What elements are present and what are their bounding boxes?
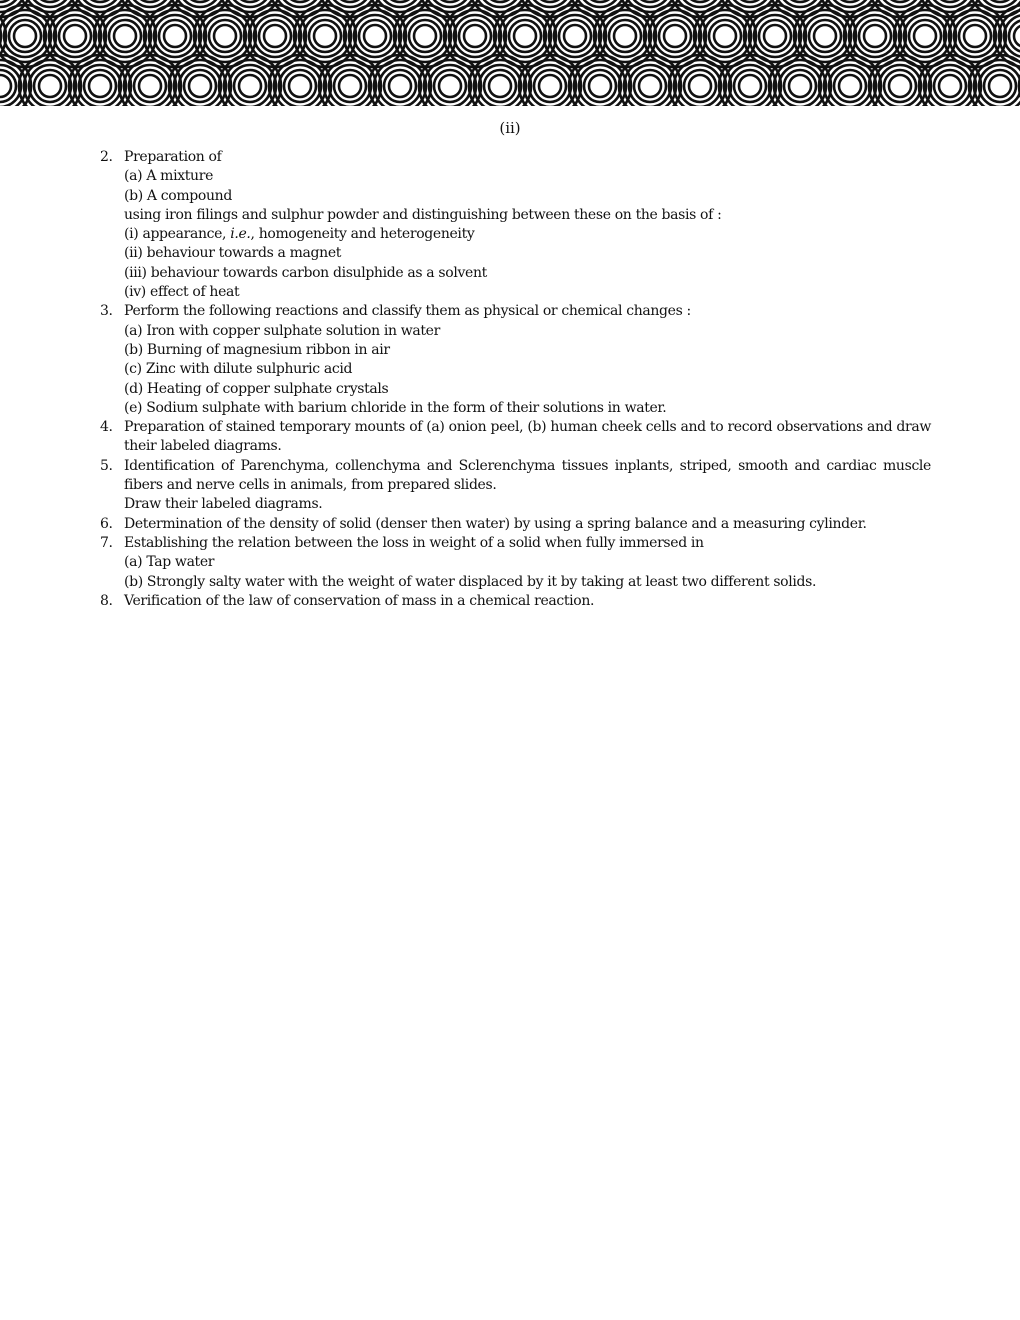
pattern-ring bbox=[0, 75, 11, 97]
sub-item: (a) Iron with copper sulphate solution in water bbox=[124, 322, 440, 339]
item-note: using iron filings and sulphur powder and distinguishing between these on the basis of : bbox=[124, 206, 722, 223]
pattern-ring bbox=[164, 25, 186, 47]
item-text: Determination of the density of solid (denser then water) by using a spring balance and a measuring cylinder. bbox=[124, 515, 867, 532]
pattern-ring bbox=[784, 0, 816, 2]
list-item-2 bbox=[98, 148, 931, 302]
item-title: Perform the following reactions and classify them as physical or chemical changes : bbox=[124, 303, 691, 320]
sub-item: (b) A compound bbox=[124, 187, 232, 204]
pattern-ring bbox=[434, 0, 466, 2]
sub-item: (b) Burning of magnesium ribbon in air bbox=[124, 341, 390, 358]
pattern-ring bbox=[64, 25, 86, 47]
list-item-4 bbox=[98, 418, 931, 457]
pattern-ring bbox=[539, 75, 561, 97]
page-number: (ii) bbox=[499, 119, 521, 137]
pattern-ring bbox=[789, 75, 811, 97]
item-number: 5. bbox=[100, 457, 113, 474]
item-number: 2. bbox=[100, 149, 113, 165]
pattern-ring bbox=[114, 25, 136, 47]
pattern-ring bbox=[514, 25, 536, 47]
list-item-8 bbox=[98, 592, 931, 611]
pattern-ring bbox=[584, 0, 616, 2]
pattern-ring bbox=[534, 0, 566, 2]
item-title: Establishing the relation between the loss in weight of a solid when fully immersed in bbox=[124, 534, 704, 551]
pattern-ring bbox=[484, 0, 516, 2]
pattern-ring bbox=[464, 25, 486, 47]
pattern-ring bbox=[884, 0, 916, 2]
pattern-ring bbox=[264, 25, 286, 47]
list-item-6 bbox=[98, 515, 931, 534]
item-text: Preparation of stained temporary mounts of (a) onion peel, (b) human cheek cells and to record observations and draw their labeled diagrams. bbox=[124, 419, 931, 455]
pattern-ring bbox=[889, 75, 911, 97]
pattern-ring bbox=[184, 0, 216, 2]
pattern-ring bbox=[614, 25, 636, 47]
pattern-ring bbox=[984, 0, 1016, 2]
item-number: 8. bbox=[100, 592, 113, 609]
sub-item: (e) Sodium sulphate with barium chloride in the form of their solutions in water. bbox=[124, 399, 667, 416]
pattern-ring bbox=[39, 75, 61, 97]
pattern-ring bbox=[139, 75, 161, 97]
pattern-ring bbox=[689, 75, 711, 97]
pattern-ring bbox=[489, 75, 511, 97]
item-text: Verification of the law of conservation of mass in a chemical reaction. bbox=[124, 592, 595, 609]
item-extra: Draw their labeled diagrams. bbox=[124, 496, 323, 513]
pattern-ring bbox=[384, 0, 416, 2]
pattern-ring bbox=[564, 25, 586, 47]
pattern-ring bbox=[339, 75, 361, 97]
pattern-ring bbox=[134, 0, 166, 2]
pattern-ring bbox=[284, 0, 316, 2]
list-item-7 bbox=[98, 534, 931, 592]
pattern-ring bbox=[664, 25, 686, 47]
item-title: Preparation of bbox=[124, 149, 222, 165]
criterion: (iii) behaviour towards carbon disulphide as a solvent bbox=[124, 264, 487, 281]
pattern-ring bbox=[364, 25, 386, 47]
pattern-ring bbox=[214, 25, 236, 47]
pattern-ring bbox=[989, 75, 1011, 97]
interlocking-circles-pattern bbox=[0, 0, 1020, 106]
pattern-ring bbox=[934, 0, 966, 2]
criterion: (iv) effect of heat bbox=[124, 284, 240, 301]
criterion: (ii) behaviour towards a magnet bbox=[124, 245, 342, 262]
sub-item: (a) A mixture bbox=[124, 168, 213, 185]
item-number: 6. bbox=[100, 515, 113, 532]
pattern-ring bbox=[439, 75, 461, 97]
sub-item: (a) Tap water bbox=[124, 554, 215, 571]
pattern-ring bbox=[914, 25, 936, 47]
pattern-ring bbox=[734, 0, 766, 2]
pattern-ring bbox=[589, 75, 611, 97]
pattern-ring bbox=[334, 0, 366, 2]
pattern-ring bbox=[84, 0, 116, 2]
pattern-ring bbox=[639, 75, 661, 97]
pattern-ring bbox=[389, 75, 411, 97]
decorative-banner bbox=[0, 0, 1020, 106]
pattern-ring bbox=[34, 0, 66, 2]
pattern-ring bbox=[314, 25, 336, 47]
item-number: 4. bbox=[100, 419, 113, 436]
item-number: 3. bbox=[100, 303, 113, 320]
pattern-ring bbox=[764, 25, 786, 47]
pattern-ring bbox=[414, 25, 436, 47]
pattern-ring bbox=[814, 25, 836, 47]
pattern-ring bbox=[864, 25, 886, 47]
list-item-5 bbox=[98, 457, 931, 515]
pattern-ring bbox=[714, 25, 736, 47]
practical-list bbox=[98, 148, 931, 611]
pattern-ring bbox=[14, 25, 36, 47]
sub-item: (b) Strongly salty water with the weight of water displaced by it by taking at least two different solids. bbox=[124, 573, 817, 590]
pattern-ring bbox=[1014, 25, 1020, 47]
pattern-ring bbox=[739, 75, 761, 97]
pattern-ring bbox=[189, 75, 211, 97]
pattern-ring bbox=[634, 0, 666, 2]
pattern-ring bbox=[939, 75, 961, 97]
pattern-ring bbox=[684, 0, 716, 2]
sub-item: (c) Zinc with dilute sulphuric acid bbox=[124, 361, 353, 378]
pattern-ring bbox=[964, 25, 986, 47]
pattern-ring bbox=[289, 75, 311, 97]
pattern-ring bbox=[234, 0, 266, 2]
pattern-ring bbox=[89, 75, 111, 97]
item-number: 7. bbox=[100, 534, 113, 551]
item-text: Identification of Parenchyma, collenchyma and Sclerenchyma tissues inplants, striped, smooth and cardiac muscle fibers and nerve cells in animals, from prepared slides. bbox=[124, 457, 931, 494]
pattern-ring bbox=[839, 75, 861, 97]
criterion: (i) appearance, i.e., homogeneity and heterogeneity bbox=[124, 226, 475, 243]
pattern-ring bbox=[239, 75, 261, 97]
sub-item: (d) Heating of copper sulphate crystals bbox=[124, 380, 389, 397]
list-item-3 bbox=[98, 302, 931, 418]
pattern-ring bbox=[834, 0, 866, 2]
